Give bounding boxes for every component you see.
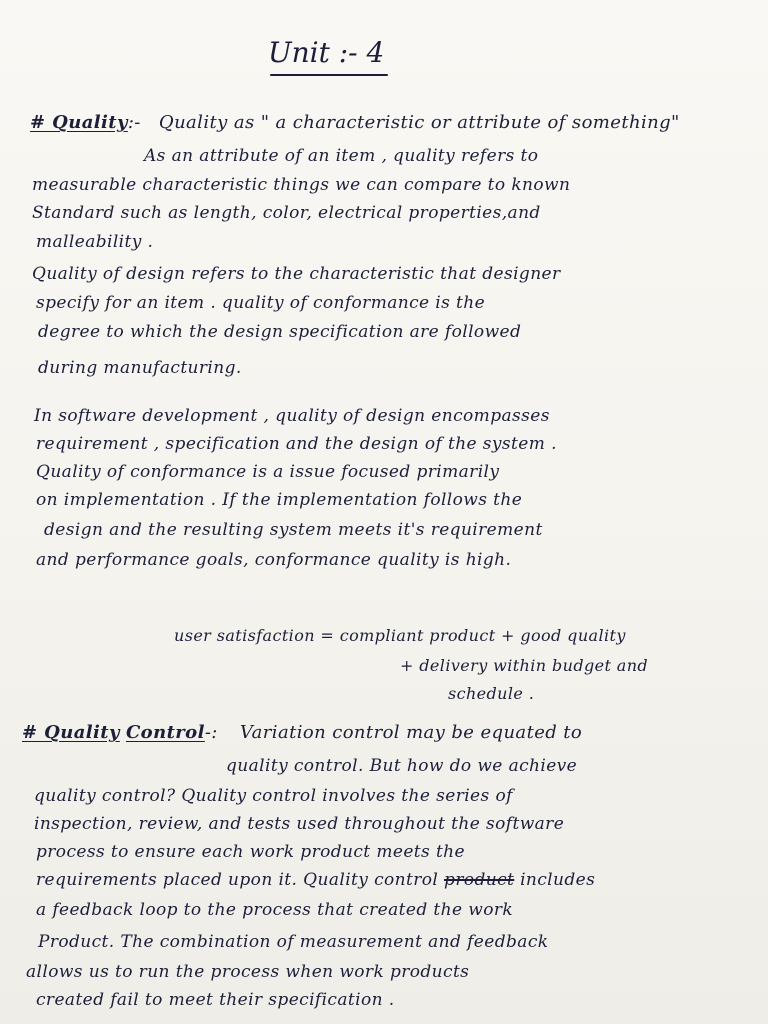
qc-line-7: a feedback loop to the process that created the work	[36, 900, 514, 920]
quality-section-first-line	[30, 112, 680, 133]
qc-line-6a: requirements placed upon it. Quality control	[36, 870, 439, 890]
formula-line-3: schedule .	[448, 684, 535, 703]
qc-heading-a: # Quality	[22, 722, 120, 743]
qc-line-3: quality control? Quality control involves the series of	[34, 786, 513, 806]
design-line-1: Quality of design refers to the characteristic that designer	[32, 264, 561, 284]
quality-line-5: malleability .	[36, 232, 154, 252]
software-line-3: Quality of conformance is a issue focused primarily	[36, 462, 500, 482]
design-line-3: degree to which the design specification are followed	[38, 322, 522, 342]
qc-heading-dash: -:	[204, 722, 218, 743]
formula-line-1: user satisfaction = compliant product + good quality	[174, 626, 626, 645]
qc-section-first-line	[22, 722, 582, 743]
software-line-1: In software development , quality of design encompasses	[34, 406, 550, 426]
qc-line-4: inspection, review, and tests used throughout the software	[34, 814, 565, 834]
software-line-6: and performance goals, conformance quality is high.	[36, 550, 512, 570]
qc-struck-word: product	[444, 870, 515, 890]
quality-heading-dash: :-	[127, 112, 141, 133]
qc-line-2: quality control. But how do we achieve	[226, 756, 578, 776]
title-underline	[270, 74, 388, 76]
qc-line-6b: includes	[520, 870, 596, 890]
qc-line-10: created fail to meet their specification .	[36, 990, 395, 1010]
page-title: Unit :- 4	[268, 36, 385, 69]
quality-heading: # Quality	[30, 112, 128, 133]
quality-line-2: As an attribute of an item , quality refers to	[144, 146, 539, 166]
software-line-4: on implementation . If the implementation follows the	[36, 490, 523, 510]
qc-line-6	[36, 870, 595, 890]
qc-line-1: Variation control may be equated to	[239, 722, 583, 743]
quality-line-4: Standard such as length, color, electrical properties,and	[32, 203, 541, 223]
software-line-2: requirement , specification and the design of the system .	[36, 434, 557, 454]
formula-line-2: + delivery within budget and	[400, 656, 649, 675]
quality-line-1: Quality as " a characteristic or attribute of something"	[158, 112, 680, 133]
qc-line-8: Product. The combination of measurement and feedback	[38, 932, 549, 952]
design-line-4: during manufacturing.	[38, 358, 242, 378]
qc-heading-b: Control	[125, 722, 205, 743]
design-line-2: specify for an item . quality of conformance is the	[36, 293, 486, 313]
qc-line-5: process to ensure each work product meets the	[36, 842, 465, 862]
quality-line-3: measurable characteristic things we can compare to known	[32, 175, 571, 195]
qc-line-9: allows us to run the process when work products	[26, 962, 470, 982]
software-line-5: design and the resulting system meets it's requirement	[44, 520, 543, 540]
